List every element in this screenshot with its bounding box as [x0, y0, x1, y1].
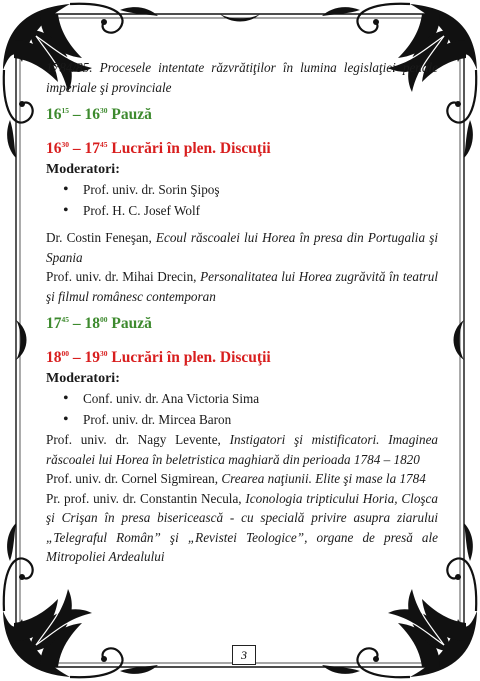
- moderator-item: • Prof. univ. dr. Sorin Şipoş: [63, 179, 438, 200]
- paper-item: Prof. univ. dr. Mihai Drecin, Personalitatea lui Horea zugrăvită în teatrul şi filmul românesc contemporan: [46, 269, 439, 304]
- paper-item: Prof. univ. dr. Nagy Levente, Instigatori şi mistificatori. Imaginea răscoalei lui Horea în beletristica maghiară din perioada 1784 – 1820: [46, 432, 439, 467]
- paper-item: Prof. univ. dr. Cornel Sigmirean, Crearea naţiunii. Elite şi mase la 1784: [46, 471, 426, 486]
- program-content: [46, 58, 438, 567]
- moderators-list-1: [46, 179, 438, 221]
- intro-paragraph: 1784/85. Procesele intentate răzvrătiţilor în lumina legislaţiei penale imperiale şi provinciale: [46, 60, 438, 95]
- moderators-label-1: Moderatori:: [46, 162, 120, 177]
- moderator-item: • Prof. H. C. Josef Wolf: [63, 200, 438, 221]
- moderators-label-2: Moderatori:: [46, 371, 120, 386]
- page-number: 3: [232, 645, 256, 665]
- moderators-list-2: [46, 388, 438, 430]
- moderator-item: • Conf. univ. dr. Ana Victoria Sima: [63, 388, 438, 409]
- break-heading-2: $17^{45} - 18^{00}$ Pauză: [46, 315, 152, 332]
- paper-item: Pr. prof. univ. dr. Constantin Necula, Iconologia tripticului Horia, Cloşca şi Crişan în presa bisericească - cu specială privire asupra ziarului „Telegraful Român” şi „Revistei Teologice”, organe de presă ale Mitropoliei Ardealului: [46, 490, 438, 564]
- session-heading-2: $18^{00} - 19^{30}$ Lucrări în plen. Discuţii: [46, 349, 271, 366]
- session-heading-1: $16^{30} - 17^{45}$ Lucrări în plen. Discuţii: [46, 140, 271, 157]
- paper-item: Dr. Costin Feneşan, Ecoul răscoalei lui Horea în presa din Portugalia şi Spania: [46, 230, 438, 265]
- moderator-item: • Prof. univ. dr. Mircea Baron: [63, 409, 438, 430]
- break-heading-1: $16^{15} - 16^{30}$ Pauză: [46, 106, 152, 123]
